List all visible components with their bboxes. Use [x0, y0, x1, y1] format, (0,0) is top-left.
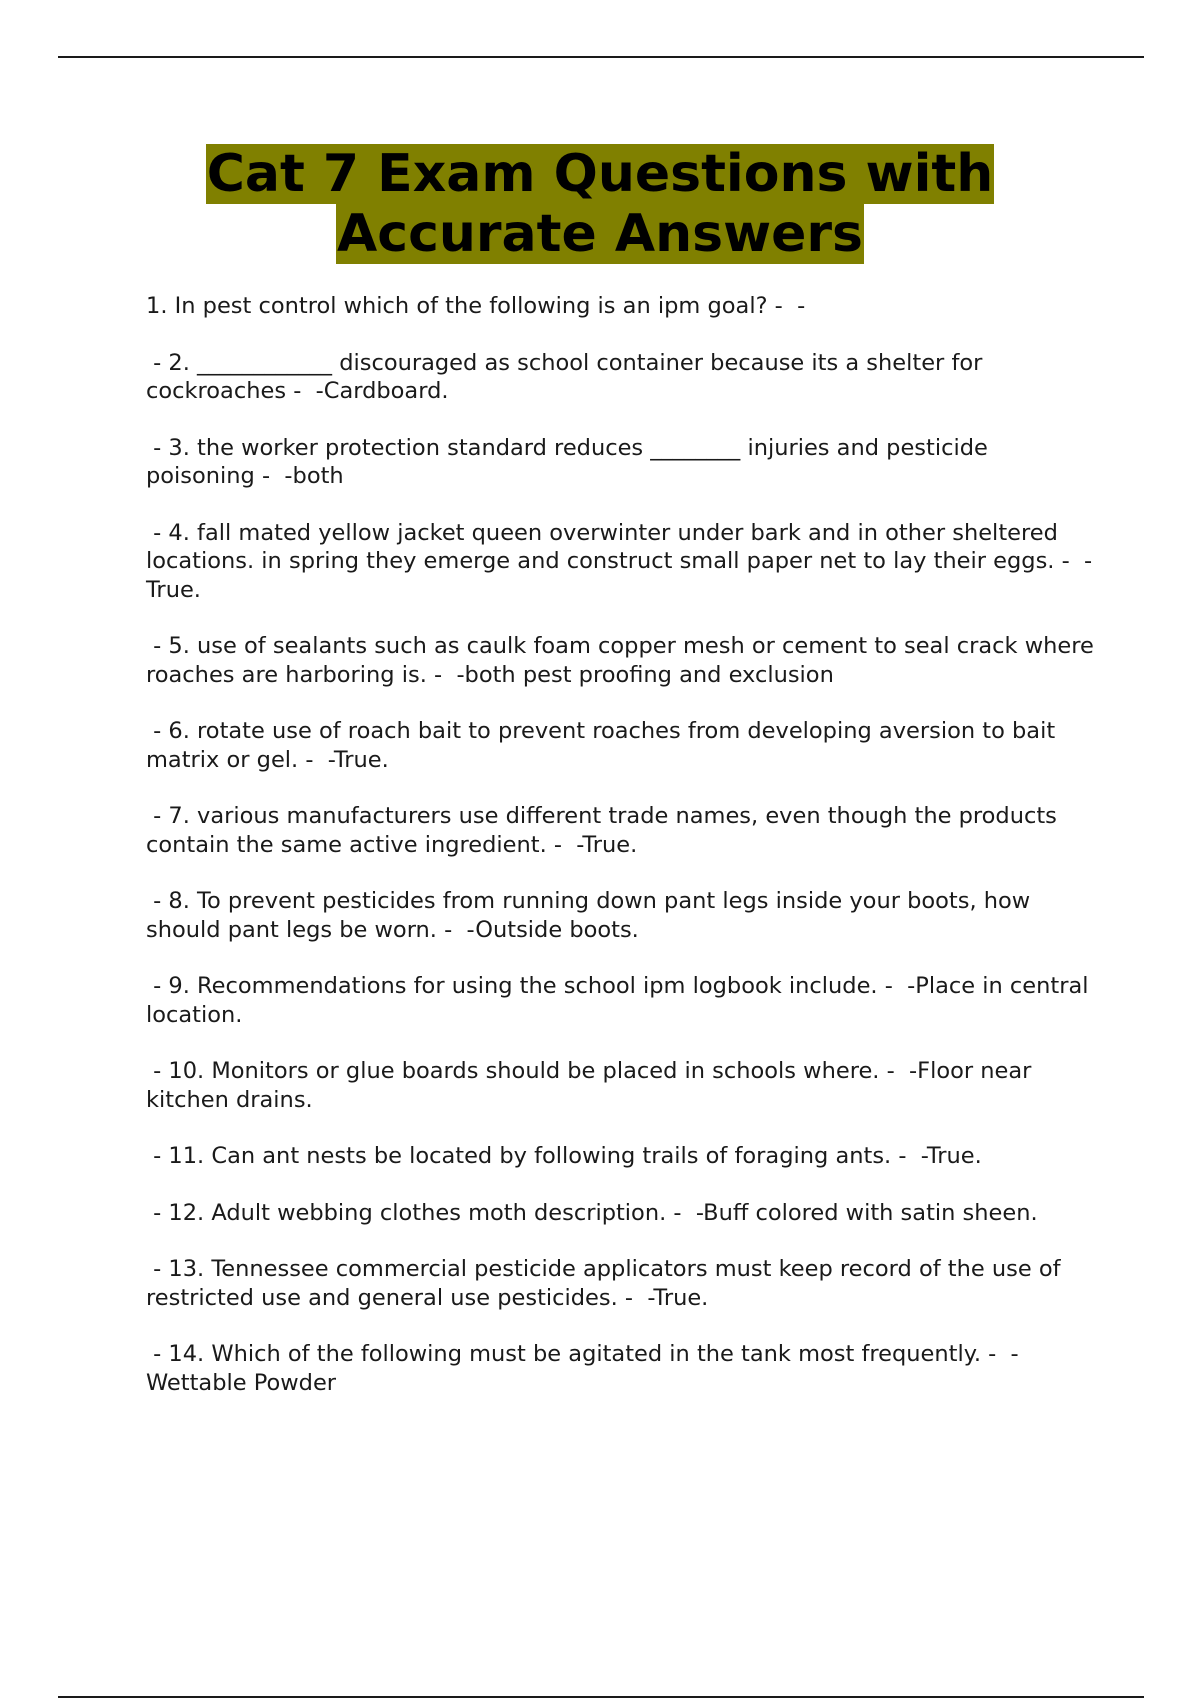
- title-line-1: Cat 7 Exam Questions with: [206, 144, 994, 204]
- document-title: [0, 144, 1200, 264]
- question-item-8: - 8. To prevent pesticides from running down pant legs inside your boots, how should pant legs be worn. - -Outside boots.: [146, 888, 1038, 943]
- question-list: [146, 292, 1101, 1425]
- question-item-3: - 3. the worker protection standard reduces ________ injuries and pesticide poisoning - -both: [146, 434, 995, 489]
- question-item-7: - 7. various manufacturers use different trade names, even though the products contain the same active ingredient. - -True.: [146, 803, 1065, 858]
- question-item-10: - 10. Monitors or glue boards should be placed in schools where. - -Floor near kitchen drains.: [146, 1058, 1039, 1113]
- title-block: [0, 144, 1200, 264]
- question-item-11: - 11. Can ant nests be located by following trails of foraging ants. - -True.: [146, 1143, 982, 1169]
- question-item-12: - 12. Adult webbing clothes moth description. - -Buff colored with satin sheen.: [146, 1199, 1038, 1226]
- question-item-6: - 6. rotate use of roach bait to prevent roaches from developing aversion to bait matrix or gel. - -True.: [146, 718, 1063, 773]
- question-item-1: 1. In pest control which of the following is an ipm goal? - -: [146, 293, 806, 319]
- question-item-13: - 13. Tennessee commercial pesticide applicators must keep record of the use of restricted use and general use pesticides. - -True.: [146, 1256, 1068, 1311]
- question-item-2: - 2. ____________ discouraged as school container because its a shelter for cockroaches - -Cardboard.: [146, 349, 990, 404]
- bottom-rule: [58, 1696, 1144, 1698]
- question-item-4: - 4. fall mated yellow jacket queen overwinter under bark and in other sheltered locations. in spring they emerge and construct small paper net to lay their eggs. - -True.: [146, 519, 1093, 603]
- title-line-2: Accurate Answers: [337, 204, 863, 264]
- question-item-14: - 14. Which of the following must be agitated in the tank most frequently. - -Wettable Powder: [146, 1341, 1019, 1396]
- question-item-5: - 5. use of sealants such as caulk foam copper mesh or cement to seal crack where roaches are harboring is. - -both pest proofing and exclusion: [146, 633, 1101, 688]
- top-rule: [58, 56, 1144, 58]
- question-item-9: - 9. Recommendations for using the school ipm logbook include. - -Place in central location.: [146, 973, 1096, 1028]
